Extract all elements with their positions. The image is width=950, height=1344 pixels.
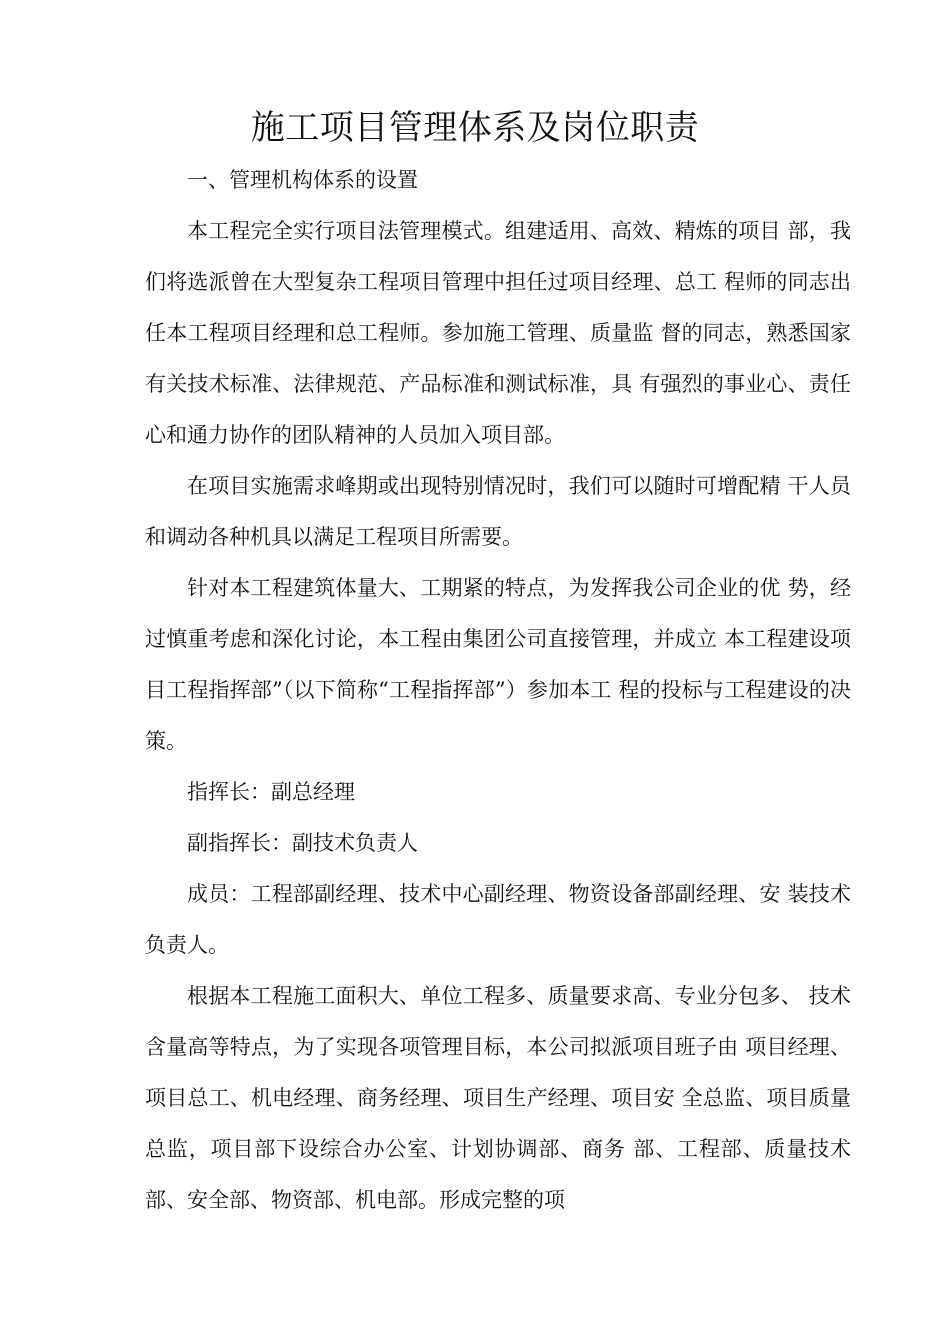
- paragraph-commander: 指挥长：副总经理: [187, 780, 355, 804]
- paragraph-deputy-commander: 副指挥长：副技术负责人: [187, 831, 418, 855]
- paragraph-command-headquarters: 针对本工程建筑体量大、工期紧的特点，为发挥我公司企业的优 势，经过慎重考虑和深化讨论，本工程由集团公司直接管理，并成立 本工程建设项目工程指挥部”（以下简称“工程指挥部”）参加本工 程的投标与工程建设的决策。: [145, 576, 851, 753]
- paragraph-members: 成员：工程部副经理、技术中心副经理、物资设备部副经理、安 装技术负责人。: [145, 882, 851, 957]
- paragraph-project-team: 根据本工程施工面积大、单位工程多、质量要求高、专业分包多、 技术含量高等特点，为了实现各项管理目标，本公司拟派项目班子由 项目经理、项目总工、机电经理、商务经理、项目生产经理、项目安 全总监、项目质量总监，项目部下设综合办公室、计划协调部、商务 部、工程部、质量技术部、安全部、物资部、机电部。形成完整的项: [145, 984, 851, 1212]
- paragraph-peak-staffing: 在项目实施需求峰期或出现特别情况时，我们可以随时可增配精 干人员和调动各种机具以满足工程项目所需要。: [145, 474, 851, 549]
- document-body: [145, 156, 851, 1226]
- section-heading: 一、管理机构体系的设置: [187, 168, 418, 192]
- document-title: 施工项目管理体系及岗位职责: [250, 108, 700, 148]
- paragraph-project-department: 本工程完全实行项目法管理模式。组建适用、高效、精炼的项目 部，我们将选派曾在大型复杂工程项目管理中担任过项目经理、总工 程师的同志出任本工程项目经理和总工程师。参加施工管理、质量监 督的同志，熟悉国家有关技术标准、法律规范、产品标准和测试标准，具 有强烈的事业心、责任心和通力协作的团队精神的人员加入项目部。: [145, 219, 851, 447]
